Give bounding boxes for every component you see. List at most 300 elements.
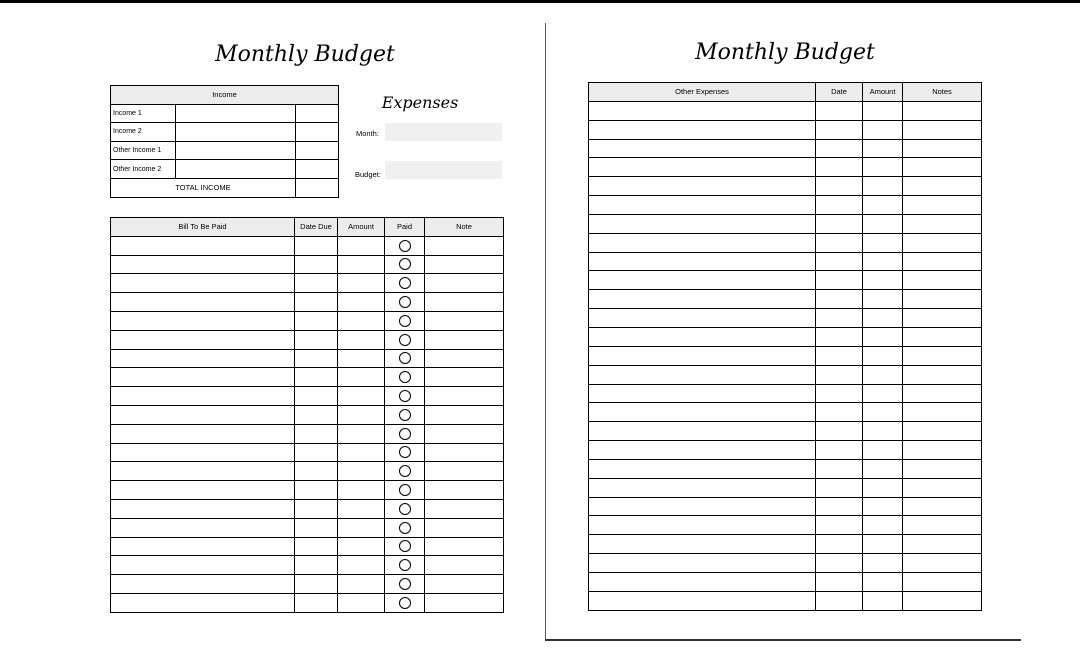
amount-cell[interactable] — [338, 311, 385, 330]
notes-cell[interactable] — [903, 516, 982, 535]
notes-cell[interactable] — [903, 591, 982, 610]
note-cell[interactable] — [425, 349, 504, 368]
notes-cell[interactable] — [903, 384, 982, 403]
top-border — [0, 0, 1080, 3]
paid-cell — [385, 556, 425, 575]
paid-cell — [385, 518, 425, 537]
other-expense-cell[interactable] — [589, 290, 816, 309]
table-row — [111, 368, 504, 387]
amount-cell[interactable] — [863, 177, 903, 196]
amount-cell[interactable] — [863, 478, 903, 497]
other-expense-cell[interactable] — [589, 101, 816, 120]
date-cell[interactable] — [816, 139, 863, 158]
other-expense-cell[interactable] — [589, 158, 816, 177]
note-cell[interactable] — [425, 274, 504, 293]
total-income-value[interactable] — [296, 178, 339, 197]
page-title-left: Monthly Budget — [215, 42, 395, 67]
amount-cell[interactable] — [338, 537, 385, 556]
other-expense-cell[interactable] — [589, 478, 816, 497]
date-due-cell[interactable] — [295, 330, 338, 349]
bills-table — [110, 217, 504, 613]
bill-name-cell[interactable] — [111, 575, 295, 594]
notes-cell[interactable] — [903, 572, 982, 591]
notes-cell[interactable] — [903, 290, 982, 309]
date-cell[interactable] — [816, 554, 863, 573]
circle-checkbox-icon[interactable] — [399, 484, 411, 496]
paid-cell — [385, 311, 425, 330]
bill-name-cell[interactable] — [111, 443, 295, 462]
note-cell[interactable] — [425, 462, 504, 481]
note-cell[interactable] — [425, 387, 504, 406]
notes-cell[interactable] — [903, 403, 982, 422]
date-cell[interactable] — [816, 535, 863, 554]
circle-checkbox-icon[interactable] — [399, 540, 411, 552]
amount-cell[interactable] — [863, 309, 903, 328]
income-extra-cell[interactable] — [296, 141, 339, 160]
amount-cell[interactable] — [338, 236, 385, 255]
amount-cell[interactable] — [863, 441, 903, 460]
date-due-cell[interactable] — [295, 349, 338, 368]
month-label: Month: — [356, 129, 379, 138]
other-expense-cell[interactable] — [589, 554, 816, 573]
income-row — [111, 123, 339, 142]
notes-cell[interactable] — [903, 177, 982, 196]
bill-name-cell[interactable] — [111, 424, 295, 443]
note-cell[interactable] — [425, 330, 504, 349]
amount-cell[interactable] — [863, 422, 903, 441]
table-row — [589, 214, 982, 233]
note-cell[interactable] — [425, 593, 504, 612]
circle-checkbox-icon[interactable] — [399, 597, 411, 609]
date-due-cell[interactable] — [295, 575, 338, 594]
bill-name-cell[interactable] — [111, 518, 295, 537]
other-expense-cell[interactable] — [589, 516, 816, 535]
amount-cell[interactable] — [863, 384, 903, 403]
date-cell[interactable] — [816, 516, 863, 535]
paid-cell — [385, 255, 425, 274]
table-row — [111, 575, 504, 594]
note-cell[interactable] — [425, 255, 504, 274]
table-row — [589, 516, 982, 535]
amount-cell[interactable] — [338, 518, 385, 537]
income-value-cell[interactable] — [176, 160, 296, 179]
bill-name-cell[interactable] — [111, 368, 295, 387]
amount-cell[interactable] — [338, 368, 385, 387]
bill-name-cell[interactable] — [111, 462, 295, 481]
table-row — [589, 554, 982, 573]
notes-cell[interactable] — [903, 459, 982, 478]
amount-column-header: Amount — [338, 218, 385, 237]
paid-cell — [385, 462, 425, 481]
bills-body — [111, 236, 504, 612]
amount-cell[interactable] — [863, 290, 903, 309]
bill-name-cell[interactable] — [111, 274, 295, 293]
bill-name-cell[interactable] — [111, 481, 295, 500]
other-expense-cell[interactable] — [589, 591, 816, 610]
notes-cell[interactable] — [903, 309, 982, 328]
notes-cell[interactable] — [903, 365, 982, 384]
table-row — [111, 311, 504, 330]
table-row — [589, 422, 982, 441]
notes-cell[interactable] — [903, 271, 982, 290]
table-row — [111, 556, 504, 575]
note-cell[interactable] — [425, 575, 504, 594]
income-total-row — [111, 178, 339, 197]
table-row — [589, 365, 982, 384]
date-due-cell[interactable] — [295, 387, 338, 406]
table-row — [111, 387, 504, 406]
amount-cell[interactable] — [863, 497, 903, 516]
date-cell[interactable] — [816, 309, 863, 328]
table-row — [111, 424, 504, 443]
bill-name-cell[interactable] — [111, 499, 295, 518]
circle-checkbox-icon[interactable] — [399, 371, 411, 383]
amount-cell[interactable] — [338, 443, 385, 462]
income-header: Income — [111, 86, 339, 105]
notes-cell[interactable] — [903, 346, 982, 365]
circle-checkbox-icon[interactable] — [399, 428, 411, 440]
amount-cell[interactable] — [863, 516, 903, 535]
paid-cell — [385, 368, 425, 387]
table-row — [111, 405, 504, 424]
paid-column-header: Paid — [385, 218, 425, 237]
circle-checkbox-icon[interactable] — [399, 578, 411, 590]
notes-cell[interactable] — [903, 233, 982, 252]
date-cell[interactable] — [816, 422, 863, 441]
date-due-cell[interactable] — [295, 462, 338, 481]
notes-cell[interactable] — [903, 422, 982, 441]
date-due-cell[interactable] — [295, 255, 338, 274]
paid-cell — [385, 236, 425, 255]
income-row — [111, 141, 339, 160]
note-cell[interactable] — [425, 368, 504, 387]
other-expense-cell[interactable] — [589, 252, 816, 271]
other-expense-cell[interactable] — [589, 384, 816, 403]
bill-name-cell[interactable] — [111, 236, 295, 255]
date-cell[interactable] — [816, 365, 863, 384]
other-expenses-body — [589, 101, 982, 610]
other-expenses-table — [588, 82, 982, 611]
paid-cell — [385, 293, 425, 312]
amount-cell[interactable] — [863, 591, 903, 610]
amount-cell[interactable] — [863, 327, 903, 346]
notes-cell[interactable] — [903, 441, 982, 460]
other-expense-cell[interactable] — [589, 441, 816, 460]
amount-cell[interactable] — [338, 481, 385, 500]
bill-name-cell[interactable] — [111, 293, 295, 312]
other-expense-cell[interactable] — [589, 346, 816, 365]
amount-cell[interactable] — [863, 139, 903, 158]
notes-cell[interactable] — [903, 139, 982, 158]
circle-checkbox-icon[interactable] — [399, 446, 411, 458]
amount-cell[interactable] — [338, 575, 385, 594]
circle-checkbox-icon[interactable] — [399, 503, 411, 515]
other-expense-cell[interactable] — [589, 422, 816, 441]
amount-cell[interactable] — [338, 405, 385, 424]
budget-label: Budget: — [355, 170, 381, 179]
table-row — [111, 518, 504, 537]
other-expense-cell[interactable] — [589, 196, 816, 215]
date-due-cell[interactable] — [295, 556, 338, 575]
table-row — [111, 443, 504, 462]
bill-name-cell[interactable] — [111, 330, 295, 349]
amount-cell[interactable] — [338, 255, 385, 274]
table-row — [589, 403, 982, 422]
amount-cell[interactable] — [338, 387, 385, 406]
notes-cell[interactable] — [903, 120, 982, 139]
bill-name-cell[interactable] — [111, 537, 295, 556]
date-due-cell[interactable] — [295, 518, 338, 537]
table-row — [111, 274, 504, 293]
notes-cell[interactable] — [903, 535, 982, 554]
table-row — [589, 384, 982, 403]
notes-cell[interactable] — [903, 478, 982, 497]
bill-name-cell[interactable] — [111, 387, 295, 406]
circle-checkbox-icon[interactable] — [399, 352, 411, 364]
amount-cell[interactable] — [863, 572, 903, 591]
circle-checkbox-icon[interactable] — [399, 390, 411, 402]
table-row — [589, 591, 982, 610]
date-cell[interactable] — [816, 327, 863, 346]
other-expenses-column-header: Other Expenses — [589, 83, 816, 102]
note-cell[interactable] — [425, 311, 504, 330]
notes-cell[interactable] — [903, 554, 982, 573]
amount-cell[interactable] — [863, 196, 903, 215]
table-row — [111, 499, 504, 518]
income-value-cell[interactable] — [176, 104, 296, 123]
note-cell[interactable] — [425, 236, 504, 255]
amount-cell[interactable] — [863, 365, 903, 384]
date-cell[interactable] — [816, 214, 863, 233]
income-row — [111, 160, 339, 179]
date-cell[interactable] — [816, 158, 863, 177]
paid-cell — [385, 330, 425, 349]
note-cell[interactable] — [425, 424, 504, 443]
amount-cell[interactable] — [863, 120, 903, 139]
date-cell[interactable] — [816, 497, 863, 516]
notes-cell[interactable] — [903, 158, 982, 177]
notes-column-header: Notes — [903, 83, 982, 102]
other-expense-cell[interactable] — [589, 309, 816, 328]
note-cell[interactable] — [425, 293, 504, 312]
paid-cell — [385, 349, 425, 368]
date-due-cell[interactable] — [295, 311, 338, 330]
date-due-cell[interactable] — [295, 236, 338, 255]
date-due-cell[interactable] — [295, 274, 338, 293]
date-due-cell[interactable] — [295, 405, 338, 424]
date-cell[interactable] — [816, 346, 863, 365]
note-cell[interactable] — [425, 518, 504, 537]
amount-cell[interactable] — [863, 346, 903, 365]
date-cell[interactable] — [816, 196, 863, 215]
date-cell[interactable] — [816, 384, 863, 403]
paid-cell — [385, 387, 425, 406]
other-expense-cell[interactable] — [589, 139, 816, 158]
note-cell[interactable] — [425, 405, 504, 424]
date-cell[interactable] — [816, 572, 863, 591]
note-cell[interactable] — [425, 499, 504, 518]
date-due-cell[interactable] — [295, 368, 338, 387]
bill-name-cell[interactable] — [111, 556, 295, 575]
bill-name-cell[interactable] — [111, 593, 295, 612]
other-expense-cell[interactable] — [589, 459, 816, 478]
amount-cell[interactable] — [338, 556, 385, 575]
amount-cell[interactable] — [338, 424, 385, 443]
amount-cell[interactable] — [863, 535, 903, 554]
bill-name-cell[interactable] — [111, 255, 295, 274]
date-cell[interactable] — [816, 101, 863, 120]
date-due-cell[interactable] — [295, 293, 338, 312]
income-row — [111, 104, 339, 123]
amount-cell[interactable] — [863, 214, 903, 233]
other-expense-cell[interactable] — [589, 214, 816, 233]
amount-cell[interactable] — [863, 403, 903, 422]
budget-field[interactable] — [385, 161, 502, 179]
circle-checkbox-icon[interactable] — [399, 409, 411, 421]
date-due-cell[interactable] — [295, 499, 338, 518]
note-cell[interactable] — [425, 537, 504, 556]
date-cell[interactable] — [816, 120, 863, 139]
total-income-label: TOTAL INCOME — [111, 178, 296, 197]
table-row — [589, 441, 982, 460]
table-row — [589, 497, 982, 516]
amount-cell[interactable] — [338, 349, 385, 368]
amount-cell[interactable] — [863, 271, 903, 290]
paid-cell — [385, 443, 425, 462]
table-row — [589, 535, 982, 554]
table-row — [589, 572, 982, 591]
date-cell[interactable] — [816, 478, 863, 497]
notes-cell[interactable] — [903, 327, 982, 346]
date-cell[interactable] — [816, 233, 863, 252]
table-row — [111, 462, 504, 481]
circle-checkbox-icon[interactable] — [399, 277, 411, 289]
date-due-cell[interactable] — [295, 424, 338, 443]
date-cell[interactable] — [816, 271, 863, 290]
other-expense-cell[interactable] — [589, 403, 816, 422]
table-row — [589, 139, 982, 158]
table-row — [589, 233, 982, 252]
paid-cell — [385, 575, 425, 594]
amount-cell[interactable] — [863, 101, 903, 120]
amount-cell[interactable] — [863, 233, 903, 252]
other-expense-cell[interactable] — [589, 177, 816, 196]
paid-cell — [385, 593, 425, 612]
amount-cell[interactable] — [863, 158, 903, 177]
notes-cell[interactable] — [903, 497, 982, 516]
amount-cell[interactable] — [338, 293, 385, 312]
notes-cell[interactable] — [903, 196, 982, 215]
amount-cell[interactable] — [338, 274, 385, 293]
date-cell[interactable] — [816, 591, 863, 610]
income-extra-cell[interactable] — [296, 123, 339, 142]
income-extra-cell[interactable] — [296, 104, 339, 123]
note-cell[interactable] — [425, 556, 504, 575]
bill-name-cell[interactable] — [111, 349, 295, 368]
notes-cell[interactable] — [903, 101, 982, 120]
date-cell[interactable] — [816, 177, 863, 196]
date-cell[interactable] — [816, 441, 863, 460]
table-row — [589, 309, 982, 328]
other-expense-cell[interactable] — [589, 327, 816, 346]
table-row — [111, 593, 504, 612]
bill-name-cell[interactable] — [111, 311, 295, 330]
table-row — [111, 481, 504, 500]
amount-cell[interactable] — [338, 593, 385, 612]
table-row — [111, 293, 504, 312]
other-expense-cell[interactable] — [589, 365, 816, 384]
amount-cell[interactable] — [338, 462, 385, 481]
table-row — [111, 236, 504, 255]
income-row-label: Other Income 2 — [111, 160, 176, 179]
paid-cell — [385, 405, 425, 424]
paid-cell — [385, 274, 425, 293]
date-cell[interactable] — [816, 459, 863, 478]
note-cell[interactable] — [425, 481, 504, 500]
table-row — [589, 252, 982, 271]
date-due-cell[interactable] — [295, 481, 338, 500]
date-due-cell[interactable] — [295, 537, 338, 556]
amount-cell[interactable] — [863, 554, 903, 573]
amount-cell[interactable] — [863, 459, 903, 478]
income-row-label: Income 2 — [111, 123, 176, 142]
table-row — [589, 327, 982, 346]
paid-cell — [385, 537, 425, 556]
income-value-cell[interactable] — [176, 141, 296, 160]
date-due-cell[interactable] — [295, 593, 338, 612]
month-field[interactable] — [385, 123, 502, 141]
date-due-cell[interactable] — [295, 443, 338, 462]
notes-cell[interactable] — [903, 252, 982, 271]
income-value-cell[interactable] — [176, 123, 296, 142]
note-cell[interactable] — [425, 443, 504, 462]
bill-name-cell[interactable] — [111, 405, 295, 424]
circle-checkbox-icon[interactable] — [399, 315, 411, 327]
circle-checkbox-icon[interactable] — [399, 334, 411, 346]
table-row — [589, 196, 982, 215]
other-expense-cell[interactable] — [589, 572, 816, 591]
income-row-label: Income 1 — [111, 104, 176, 123]
date-cell[interactable] — [816, 403, 863, 422]
other-expense-cell[interactable] — [589, 535, 816, 554]
other-expense-cell[interactable] — [589, 120, 816, 139]
notes-cell[interactable] — [903, 214, 982, 233]
other-expense-cell[interactable] — [589, 233, 816, 252]
circle-checkbox-icon[interactable] — [399, 240, 411, 252]
income-extra-cell[interactable] — [296, 160, 339, 179]
amount-cell[interactable] — [338, 499, 385, 518]
other-expense-cell[interactable] — [589, 497, 816, 516]
circle-checkbox-icon[interactable] — [399, 559, 411, 571]
other-expense-cell[interactable] — [589, 271, 816, 290]
table-row — [111, 537, 504, 556]
paid-cell — [385, 481, 425, 500]
circle-checkbox-icon[interactable] — [399, 465, 411, 477]
circle-checkbox-icon[interactable] — [399, 522, 411, 534]
circle-checkbox-icon[interactable] — [399, 258, 411, 270]
table-row — [111, 349, 504, 368]
income-table — [110, 85, 339, 198]
date-cell[interactable] — [816, 290, 863, 309]
date-cell[interactable] — [816, 252, 863, 271]
bill-column-header: Bill To Be Paid — [111, 218, 295, 237]
expenses-title: Expenses — [381, 93, 459, 112]
amount-cell[interactable] — [338, 330, 385, 349]
amount-cell[interactable] — [863, 252, 903, 271]
circle-checkbox-icon[interactable] — [399, 296, 411, 308]
paid-cell — [385, 424, 425, 443]
table-row — [589, 478, 982, 497]
